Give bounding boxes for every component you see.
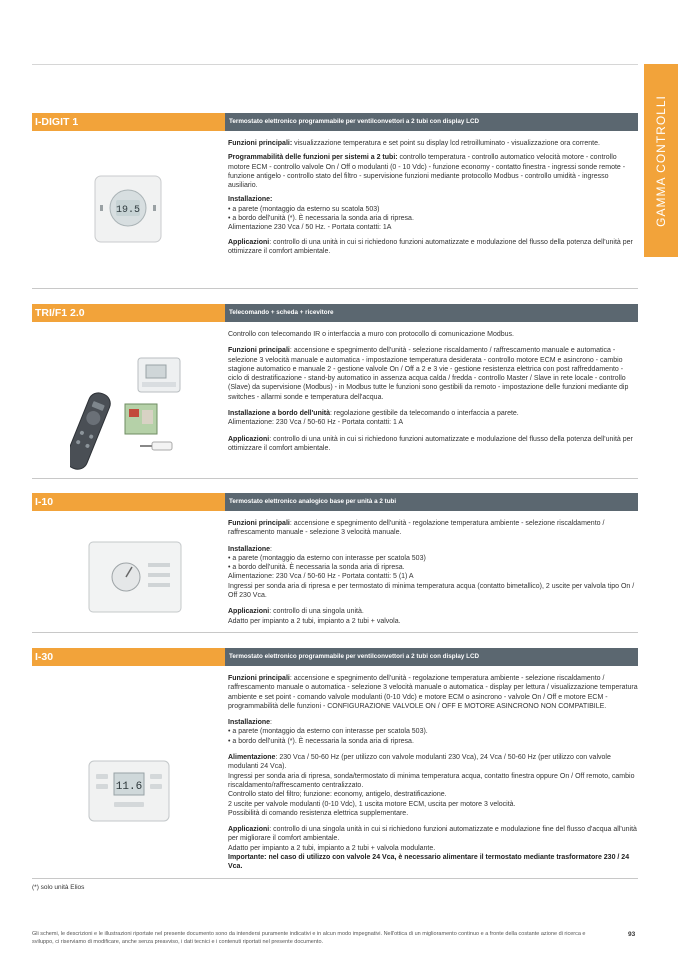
section-divider bbox=[32, 878, 638, 879]
product-name: TRI/F1 2.0 bbox=[32, 304, 225, 322]
i-digit-thermostat-image bbox=[94, 175, 162, 248]
product-section-i-digit-1 bbox=[32, 113, 638, 255]
section-text bbox=[228, 139, 638, 261]
i-30-thermostat-image bbox=[88, 760, 170, 827]
side-tab-label: GAMMA CONTROLLI bbox=[654, 94, 668, 227]
product-name: I-DIGIT 1 bbox=[32, 113, 225, 131]
product-section-i-30 bbox=[32, 648, 638, 871]
paragraph: Applicazioni: controllo di una singola unità in cui si richiedono funzioni automatizzate e modulazione fine del flusso d'acqua all'unità per migliorare il comfort ambientale. Adatto per impianto a 2 tubi, impianto a 2 tubi + valvola modulante. bbox=[228, 826, 637, 852]
paragraph: Importante: nel caso di utilizzo con valvole 24 Vca, è necessario alimentare il termostato mediante trasformatore 230 / 24 Vca. bbox=[228, 854, 630, 871]
lcd-reading: 19.5 bbox=[115, 205, 141, 216]
side-category-tab bbox=[644, 64, 678, 257]
section-divider bbox=[32, 288, 638, 289]
product-section-i-10 bbox=[32, 493, 638, 625]
paragraph: Applicazioni: controllo di una singola unità. Adatto per impianto a 2 tubi, impianto a 2 tubi + valvola. bbox=[228, 608, 401, 625]
product-subtitle: Termostato elettronico programmabile per ventilconvettori a 2 tubi con display LCD bbox=[225, 648, 638, 666]
section-header bbox=[32, 493, 638, 511]
section-divider bbox=[32, 632, 638, 633]
product-subtitle: Termostato elettronico analogico base per unità a 2 tubi bbox=[225, 493, 638, 511]
product-section-tri-f1 bbox=[32, 304, 638, 452]
product-name: I-30 bbox=[32, 648, 225, 666]
product-subtitle: Telecomando + scheda + ricevitore bbox=[225, 304, 638, 322]
paragraph: Alimentazione: 230 Vca / 50-60 Hz (per utilizzo con valvole modulanti 230 Vca), 24 Vca / 50-60 Hz (per utilizzo con valvole modulanti 24 Vca). Ingressi per sonda aria di ripresa, sonda/termostato di minima temperatura acqua, contatto finestra oppure On / Off remoto, cambio riscaldamento/raffrescamento centralizzato. Controllo stato del filtro; funzione: economy, antigelo, destratificazione. 2 uscite per valvole modulanti (0-10 Vdc), 1 uscita motore ECM, uscita per motore 3 velocità. Possibilità di comando resistenza elettrica supplementare. bbox=[228, 754, 635, 817]
product-subtitle: Termostato elettronico programmabile per ventilconvettori a 2 tubi con display LCD bbox=[225, 113, 638, 131]
paragraph: Funzioni principali: accensione e spegnimento dell'unità - selezione riscaldamento / raffrescamento manuale e automatica - selezione 3 velocità manuale e automatica - impostazione temperatura desiderata - controllo motore ECM e asincrono - cambio stagione automatico e manuale 2 - gestione valvole On / Off a 2 e 3 vie - gestione resistenza elettrica con post raffreddamento - ciclo di destratificazione - stand-by automatico in assenza acqua calda / fredda - controllo Master / Slave in rete locale - controllo (Slave) da supervisione (Modbus) - in Modbus tutte le funzioni sono gestibili da remoto - impostazione delle funzioni mediante dip switches - allarmi sonde e temperatura dell'acqua. bbox=[228, 347, 629, 401]
section-text bbox=[228, 674, 638, 877]
paragraph: Funzioni principali: visualizzazione temperatura e set point su display lcd retroilluminato - visualizzazione ora corrente. bbox=[228, 140, 600, 147]
footnote: (*) solo unità Elios bbox=[32, 884, 85, 891]
paragraph: Funzioni principali: accensione e spegnimento dell'unità - regolazione temperatura ambiente - selezione riscaldamento / raffrescamento manuale - selezione 3 velocità manuale. bbox=[228, 520, 605, 537]
paragraph: Installazione: • a parete (montaggio da esterno con interasse per scatola 503). • a bordo dell'unità (*). È necessaria la sonda aria di ripresa. bbox=[228, 719, 428, 745]
section-text bbox=[228, 330, 638, 458]
disclaimer-footer: Gli schemi, le descrizioni e le illustrazioni riportate nel presente documento sono da intendersi puramente indicativi e in alcun modo impegnativi. Nell'ottica di un miglioramento continuo e a fronte della costante azione di ricerca e sviluppo, ci riserviamo di modificare, anche senza preavviso, i dati tecnici e i contenuti riportati nel presente documento. bbox=[32, 931, 586, 945]
product-name: I-10 bbox=[32, 493, 225, 511]
paragraph: Installazione: • a parete (montaggio da esterno con interasse per scatola 503) • a bordo dell'unità. È necessaria la sonda aria di ripresa. Alimentazione: 230 Vca / 50-60 Hz - Portata contatti: 5 (1) A Ingressi per sonda aria di ripresa e per termostato di minima temperatura acqua (contatto bimetallico), 2 uscite per valvola tipo On / Off 230 Vca. bbox=[228, 545, 635, 600]
section-header bbox=[32, 648, 638, 666]
paragraph: Installazione: • a parete (montaggio da esterno su scatola 503) • a bordo dell'unità (*). È necessaria la sonda aria di ripresa. Alimentazione 230 Vca / 50 Hz. - Portata contatti: 1A bbox=[228, 196, 414, 232]
section-divider bbox=[32, 478, 638, 479]
paragraph: Programmabilità delle funzioni per sistemi a 2 tubi: controllo temperatura - controllo automatico velocità motore - controllo motore ECM - controllo valvole On / Off o modulanti (0 - 10 Vdc) - funzione economy - contatto finestra - ingressi sonde remote - funzione antigelo - controllo stato del filtro - supervisione funzioni mediante protocollo Modbus - controllo umidità - ingresso ausiliario. bbox=[228, 154, 626, 190]
paragraph: Applicazioni: controllo di una unità in cui si richiedono funzioni automatizzate e modulazione del flusso della potenza dell'unità per ottimizzare il comfort ambientale. bbox=[228, 435, 633, 452]
paragraph: Funzioni principali: accensione e spegnimento dell'unità - regolazione temperatura ambiente - selezione riscaldamento / raffrescamento manuale o automatica - selezione 3 velocità manuale o automatica - display per lettura / visualizzazione temperatura ambiente e set point - comando valvole modulanti (0-10 Vdc) e motore ECM o asincrono - valvole On / Off e motore ECM - programmabilità delle funzioni - CONFIGURAZIONE VALVOLE ON / OFF E MOTORE ASINCRONO NON COMPATIBILE. bbox=[228, 675, 638, 710]
paragraph: Installazione a bordo dell'unità: regolazione gestibile da telecomando o interfaccia a parete. Alimentazione: 230 Vca / 50-60 Hz - Portata contatti: 1 A bbox=[228, 410, 519, 427]
top-rule bbox=[32, 64, 638, 65]
paragraph: Controllo con telecomando IR o interfaccia a muro con protocollo di comunicazione Modbus. bbox=[228, 331, 514, 338]
i-10-thermostat-image bbox=[88, 541, 182, 618]
lcd-reading: 11.6 bbox=[115, 781, 143, 793]
page-number: 93 bbox=[628, 931, 636, 938]
section-text bbox=[228, 519, 638, 631]
tri-f1-kit-image bbox=[70, 354, 190, 479]
section-header bbox=[32, 113, 638, 131]
section-header bbox=[32, 304, 638, 322]
paragraph: Applicazioni: controllo di una unità in cui si richiedono funzioni automatizzate e modulazione del flusso della potenza dell'unità per ottimizzare il comfort ambientale. bbox=[228, 238, 633, 255]
